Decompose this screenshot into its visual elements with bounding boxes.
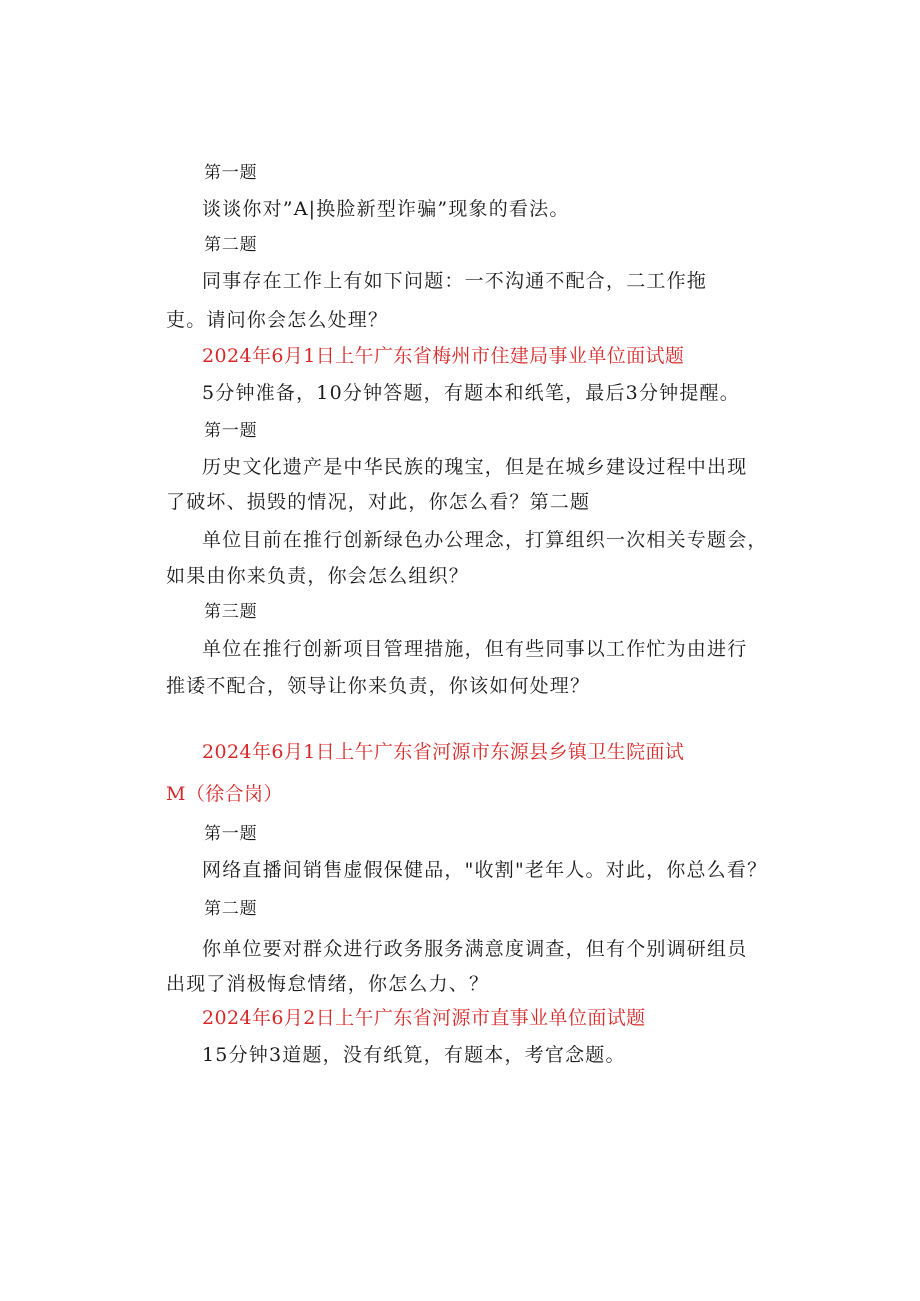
question-label: 第三题 bbox=[204, 602, 258, 622]
question-text: 如果由你来负责，你会怎么组织？ bbox=[166, 565, 470, 587]
question-text: 了破坏、损毁的情况，对此，你怎么看？第二题 bbox=[166, 491, 591, 513]
exam-info: 15分钟3道题，没有纸筧，有题本，考官念题。 bbox=[202, 1044, 626, 1066]
exam-info: 5分钟准备，10分钟答题，有题本和纸笔，最后3分钟提醒。 bbox=[202, 382, 740, 404]
question-text: 吏。请问你会怎么处理？ bbox=[166, 309, 389, 331]
section-heading-continued: M（徐合岗） bbox=[166, 783, 283, 805]
question-text: 单位在推行创新项目管理措施，但有些同事以工作忙为由进行 bbox=[202, 638, 748, 660]
question-text: 单位目前在推行创新绿色办公理念，打算组织一次相关专题会， bbox=[202, 529, 768, 551]
question-label: 第一题 bbox=[204, 163, 258, 183]
section-heading: 2024年6月1日上午广东省梅州市住建局事业单位面试题 bbox=[202, 345, 685, 367]
question-label: 第二题 bbox=[204, 899, 258, 919]
question-text: 历史文化遗产是中华民族的瑰宝，但是在城乡建设过程中出现 bbox=[202, 456, 748, 478]
question-text: 你单位要对群众进行政务服务满意度调查，但有个别调研组员 bbox=[202, 938, 748, 960]
section-heading: 2024年6月1日上午广东省河源市东源县乡镇卫生院面试 bbox=[202, 741, 685, 763]
question-label: 第一题 bbox=[204, 824, 258, 844]
question-text: 推诿不配合，领导让你来负责，你该如何处理？ bbox=[166, 675, 591, 697]
section-heading: 2024年6月2日上午广东省河源市直事业单位面试题 bbox=[202, 1007, 646, 1029]
question-text: 出现了消极悔怠情绪，你怎么力、？ bbox=[166, 973, 490, 995]
question-text: 同事存在工作上有如下问题：一不沟通不配合，二工作拖 bbox=[202, 270, 708, 292]
question-label: 第二题 bbox=[204, 235, 258, 255]
question-label: 第一题 bbox=[204, 421, 258, 441]
question-text: 谈谈你对”A|换脸新型诈骗”现象的看法。 bbox=[202, 198, 570, 220]
question-text: 网络直播间销售虚假保健品，"收割"老年人。对此，你总么看？ bbox=[202, 859, 768, 881]
